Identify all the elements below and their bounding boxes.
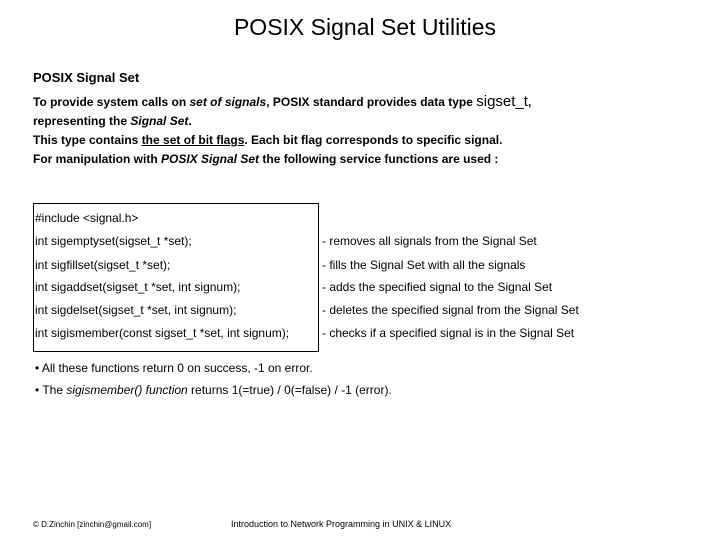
function-description: - adds the specified signal to the Signal Set (322, 280, 553, 294)
intro-line-3 (33, 131, 703, 150)
intro-emphasis: POSIX Signal Set (161, 152, 260, 166)
function-signature: int sigfillset(sigset_t *set); (35, 258, 171, 272)
note-text: returns 1(=true) / 0(=false) / -1 (error). (187, 383, 392, 397)
intro-line-2 (33, 112, 703, 131)
function-description: - deletes the specified signal from the Signal Set (322, 303, 579, 317)
note-text: • The (35, 383, 67, 397)
intro-underline: the set of bit flags (141, 133, 245, 147)
intro-line-1 (33, 92, 703, 112)
intro-text: , POSIX standard provides data type (266, 95, 477, 109)
function-description: - fills the Signal Set with all the signals (322, 258, 526, 272)
function-signature: int sigaddset(sigset_t *set, int signum); (35, 280, 241, 294)
intro-text: the following service functions are used : (259, 152, 499, 166)
intro-text: For manipulation with (33, 152, 161, 166)
function-signature: int sigismember(const sigset_t *set, int signum); (35, 326, 290, 340)
function-signature: int sigemptyset(sigset_t *set); (35, 234, 192, 248)
intro-text: . (188, 114, 192, 128)
note-return-values: • All these functions return 0 on success, -1 on error. (35, 361, 313, 375)
intro-text: , (527, 95, 532, 109)
note-emphasis: sigismember() function (66, 383, 188, 397)
function-description: - checks if a specified signal is in the Signal Set (322, 326, 575, 340)
intro-emphasis: set of signals (189, 95, 267, 109)
intro-text: representing the (33, 114, 131, 128)
include-line: #include <signal.h> (35, 211, 139, 225)
intro-text: To provide system calls on (33, 95, 190, 109)
intro-paragraph (33, 92, 703, 169)
note-sigismember (35, 383, 392, 397)
intro-emphasis: Signal Set (130, 114, 189, 128)
function-description: - removes all signals from the Signal Set (322, 234, 537, 248)
function-signature: int sigdelset(sigset_t *set, int signum); (35, 303, 237, 317)
page-title: POSIX Signal Set Utilities (233, 14, 497, 40)
intro-text: . Each bit flag corresponds to specific signal. (244, 133, 503, 147)
footer-author: © D.Zinchin [zinchin@gmail.com] (33, 520, 152, 529)
footer-course: Introduction to Network Programming in UNIX & LINUX (231, 519, 452, 529)
intro-line-4 (33, 150, 703, 169)
section-heading: POSIX Signal Set (33, 70, 140, 85)
type-name: sigset_t (476, 93, 528, 110)
intro-text: This type contains (33, 133, 142, 147)
